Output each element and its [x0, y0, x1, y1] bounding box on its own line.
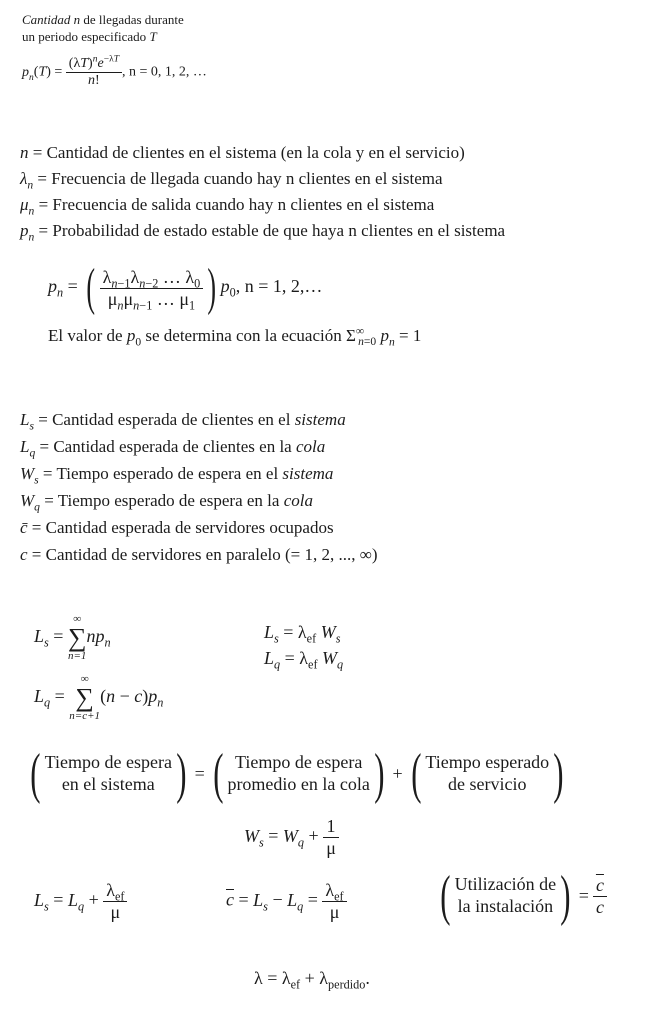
time-relation: ( Tiempo de espera en el sistema ) = ( Tiempo de espera promedio en la cola) + ( Tiempo esperado de servicio )	[30, 743, 564, 805]
p0-note: El valor de $p_0$ se determina con la ecuación $\Sigma^\infty_{n=0}$ $p_n = 1$	[48, 324, 422, 349]
definition-label: Frecuencia de salida cuando hay n clientes en el sistema	[52, 195, 435, 214]
definition-label: Cantidad de clientes en el sistema (en la cola y en el servicio)	[46, 143, 465, 162]
definition-label: Cantidad esperada de clientes en el	[52, 410, 295, 429]
definition-subscript: n	[28, 230, 35, 244]
definition-subscript: s	[34, 473, 39, 487]
definition-symbol: λ	[20, 169, 28, 188]
definition-row: $L_q$ = Cantidad esperada de clientes en la cola	[20, 437, 326, 460]
definition-symbol: c	[20, 545, 28, 564]
definition-emphasis: sistema	[282, 464, 334, 483]
definition-row: $\mu_n$ = Frecuencia de salida cuando hay n clientes en el sistema	[20, 195, 435, 218]
definition-symbol: μ	[20, 195, 29, 214]
definition-symbol: p	[20, 221, 29, 240]
definition-row: $W_s$ = Tiempo esperado de espera en el sistema	[20, 464, 334, 487]
definition-label: Cantidad esperada de servidores ocupados	[45, 518, 334, 537]
definition-label: Tiempo esperado de espera en la	[57, 491, 284, 510]
utilization-formula: ( Utilización de la instalación ) = $\frac{\overline{c}}{c}$	[436, 868, 607, 924]
definition-subscript: s	[29, 419, 34, 433]
definition-row: $L_s$ = Cantidad esperada de clientes en el sistema	[20, 410, 346, 433]
definition-subscript: n	[28, 204, 35, 218]
definition-label: Frecuencia de llegada cuando hay n clientes en el sistema	[51, 169, 443, 188]
ls-lq-formula: $L_s = L_q$ + $\frac{\lambda_{ef}}{\mu}$	[34, 880, 127, 923]
definition-emphasis: sistema	[294, 410, 346, 429]
lambda-formula: $\lambda = \lambda_{ef} + \lambda_{perdido}$.	[254, 968, 370, 992]
definition-label: Cantidad de servidores en paralelo (= 1, 2, ..., ∞)	[45, 545, 378, 564]
definition-row: c̄ = Cantidad esperada de servidores ocupados	[20, 518, 334, 537]
ls-sum-formula: $L_s$ = ∞ ∑ n=1 $np_n$	[34, 613, 111, 662]
definition-symbol: c̄	[20, 518, 28, 537]
definition-label: Probabilidad de estado estable de que haya n clientes en el sistema	[52, 221, 506, 240]
little-ls: $L_s = \lambda_{ef}$ $W_s$	[264, 622, 341, 646]
definition-label: Tiempo esperado de espera en el	[56, 464, 283, 483]
poisson-formula: $p_n(T)$ = $\frac{(\lambda T)^ne^{-\lambda T}}{n!}$ , n = 0, 1, 2, …	[22, 54, 207, 88]
definition-row: $W_q$ = Tiempo esperado de espera en la cola	[20, 491, 313, 514]
poisson-heading-1: Cantidad n de llegadas durante	[22, 12, 184, 27]
little-lq: $L_q = \lambda_{ef}$ $W_q$	[264, 648, 344, 672]
pn-formula: $p_n$ = ( $\frac{\lambda_{n-1}\lambda_{n-2} \dots \lambda_0}{\mu_n\mu_{n-1} \dots \mu_1}$ ) $p_0$, n = 1, 2,…	[48, 259, 323, 316]
definition-label: Cantidad esperada de clientes en la	[53, 437, 296, 456]
definition-symbol: W	[20, 464, 35, 483]
definition-row: n = Cantidad de clientes en el sistema (en la cola y en el servicio)	[20, 143, 465, 162]
definition-row: $\lambda_n$ = Frecuencia de llegada cuando hay n clientes en el sistema	[20, 169, 443, 192]
definition-row: c = Cantidad de servidores en paralelo (= 1, 2, ..., ∞)	[20, 545, 378, 564]
poisson-heading-2: un periodo especificado T	[22, 29, 157, 44]
lq-sum-formula: $L_q$ = ∞ ∑ n=c+1 $(n - c)p_n$	[34, 673, 164, 722]
definition-row: $p_n$ = Probabilidad de estado estable de que haya n clientes en el sistema	[20, 221, 506, 244]
definition-emphasis: cola	[283, 491, 313, 510]
definition-subscript: q	[29, 446, 36, 460]
ws-formula: $W_s = W_q$ + $\frac{1}{\mu}$	[244, 816, 339, 859]
cbar-formula: $\overline{c} = L_s - L_q$ = $\frac{\lambda_{ef}}{\mu}$	[226, 880, 347, 923]
definition-symbol: W	[20, 491, 35, 510]
definition-symbol: L	[20, 437, 30, 456]
definition-subscript: q	[34, 500, 40, 514]
definition-emphasis: cola	[295, 437, 326, 456]
definition-symbol: L	[20, 410, 30, 429]
definition-symbol: n	[20, 143, 29, 162]
definition-subscript: n	[27, 178, 34, 192]
